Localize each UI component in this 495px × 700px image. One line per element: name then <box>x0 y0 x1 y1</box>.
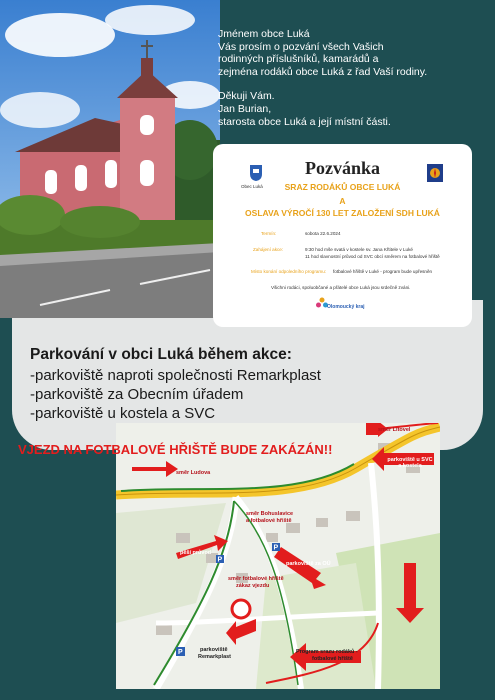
parking-map <box>116 423 440 689</box>
invitation-title: Pozvánka <box>304 158 380 178</box>
greeting-line: starosta obce Luká a její místní části. <box>218 115 391 128</box>
greeting-line: Vás prosím o pozvání všech Vašich <box>218 40 384 53</box>
greeting-line: rodinných příslušníků, kamarádů a <box>218 53 379 66</box>
map-label-parking-svc: parkoviště u SVC a kostela <box>387 457 433 469</box>
parking-item: -parkoviště naproti společnosti Remarkplast <box>30 367 321 384</box>
map-label-program-field: fotbalové hřiště <box>312 656 353 662</box>
greeting-line: Jménem obce Luká <box>218 28 310 40</box>
invitation-line-a: A <box>339 196 346 206</box>
invitation-line1: SRAZ RODÁKŮ OBCE LUKÁ <box>284 182 401 192</box>
svg-text:P: P <box>178 649 183 656</box>
start-value-2: 11 hod slavnostní průvod od SVC obcí směrem na fotbalové hřiště <box>305 254 440 259</box>
invitation-card <box>213 144 472 327</box>
greeting-line: zejména rodáků obce Luká z řad Vaší rodiny. <box>218 65 428 78</box>
svg-text:P: P <box>217 556 223 564</box>
place-value: fotbalové hřiště v Luké - program bude upřesněn <box>333 269 433 274</box>
map-label-litovel: směr Litovel <box>378 427 411 433</box>
map-label-procession: pěší průvod <box>180 550 212 556</box>
region-name: Olomoucký kraj <box>327 304 365 310</box>
greeting-line: Děkuji Vám. <box>218 90 275 103</box>
start-value-1: 9:30 hod mše svatá v kostele sv. Jana Křtitele v Luké <box>305 247 413 252</box>
start-label: Zahájení akce: <box>253 247 284 252</box>
place-label: Místo konání odpoledního programu: <box>251 269 327 274</box>
map-label-bohuslavice: směr Bohuslavice <box>246 511 294 517</box>
greeting-text <box>218 28 483 128</box>
svg-text:P: P <box>273 544 279 552</box>
map-label-hriste: a fotbalové hřiště <box>246 518 292 524</box>
date-label: Termín: <box>261 231 277 236</box>
church-photo <box>0 0 220 318</box>
map-label-program: Program srazu rodáků - <box>296 649 358 655</box>
municipality-name: Obec Luká <box>241 184 263 189</box>
greeting-line: Jan Burian, <box>218 102 272 115</box>
parking-title: Parkování v obci Luká během akce: <box>30 346 292 363</box>
map-label-to-field: směr fotbalové hřiště <box>228 576 284 582</box>
map-label-parking-ou: parkoviště za OÚ <box>286 561 331 567</box>
map-label-parking-rem: parkoviště <box>200 647 228 653</box>
no-entry-warning: VJEZD NA FOTBALOVÉ HŘIŠTĚ BUDE ZAKÁZÁN!! <box>18 442 333 457</box>
map-label-ludova: směr Ludova <box>176 470 211 476</box>
parking-item: -parkoviště za Obecním úřadem <box>30 386 244 403</box>
invitation-note: Všichni rodáci, spoluobčané a přátelé obce Luká jsou srdečně zváni. <box>271 285 411 290</box>
map-label-no-entry: zákaz vjezdu <box>236 583 270 589</box>
map-label-remarkplast: Remarkplast <box>198 654 232 660</box>
invitation-line2: OSLAVA VÝROČÍ 130 LET ZALOŽENÍ SDH LUKÁ <box>245 208 440 218</box>
parking-item: -parkoviště u kostela a SVC <box>30 405 216 422</box>
date-value: sobota 22.6.2024 <box>305 231 341 236</box>
parking-section <box>30 346 470 423</box>
